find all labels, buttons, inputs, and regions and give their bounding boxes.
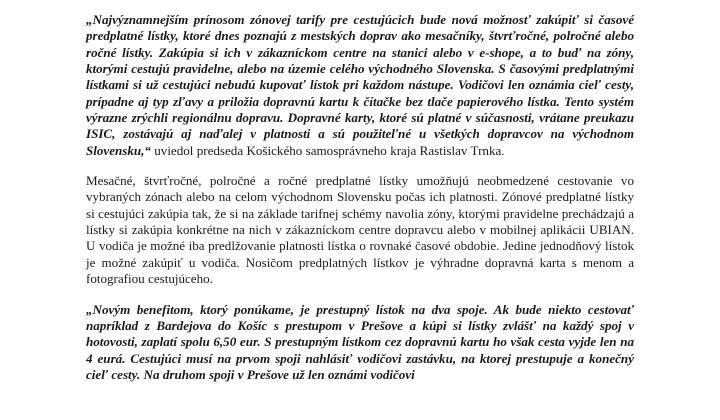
- paragraph-narration-ticket-types: Mesačné, štvrťročné, polročné a ročné predplatné lístky umožňujú neobmedzené cestovanie vo vybraných zónach alebo na celom východnom Slovensku počas ich platnosti. Zónové predplatné lístky si cestujúci zakúpia tak, že si na základe tarifnej schémy navolia zóny, ktorými pravidelne prechádzajú a lístky si zakúpia konkrétne na nich v zákazníckom centre dopravcu alebo v mobilnej aplikácii UBIAN. U vodiča je možné iba predlžovanie platnosti lístka o rovnaké časové obdobie. Jedine jednodňový lístok je možné zakúpiť u vodiča. Nosičom predplatných lístkov je výhradne dopravná karta s menom a fotografiou cestujúceho.: [86, 173, 634, 287]
- quoted-speech-secondary: „Novým benefitom, ktorý ponúkame, je prestupný lístok na dva spoje. Ak bude niekto cestovať napríklad z Bardejova do Košíc s prestupom v Prešove a kúpi si lístky zvlášť na každý spoj v hotovosti, zaplatí spolu 6,50 eur. S prestupným lístkom cez dopravnú kartu ho však cesta vyjde len na 4 eurá. Cestujúci musí na prvom spoji nahlásiť vodičovi zastávku, na ktorej prestupuje a konečný cieľ cesty. Na druhom spoji v Prešove už len oznámi vodičovi: [86, 301, 634, 382]
- quote-attribution-primary: uviedol predseda Košického samosprávneho kraja Rastislav Trnka.: [150, 142, 505, 158]
- quoted-speech-primary: „Najvýznamnejším prínosom zónovej tarify pre cestujúcich bude nová možnosť zakúpiť si časové predplatné lístky, ktoré dnes poznajú z mestských doprav ako mesačníky, štvrťročné, polročné alebo ročné lístky. Zakúpia si ich v zákazníckom centre na stanici alebo v e-shope, a to buď na zóny, ktorými cestujú pravidelne, alebo na územie celého východného Slovenska. S časovými predplatnými lístkami si už cestujúci nebudú kupovať lístok pri každom nástupe. Vodičovi len oznámia cieľ cesty, prípadne aj typ zľavy a priložia dopravnú kartu k čítačke bez tlače papierového lístka. Tento systém výrazne zrýchli regionálnu dopravu. Dopravné karty, ktoré sú platné v súčasnosti, vrátane preukazu ISIC, zostávajú aj naďalej v platnosti a sú použiteľné u všetkých dopravcov na východnom Slovensku,“: [86, 12, 634, 158]
- document-text-column: [86, 12, 634, 383]
- paragraph-quote-primary: [86, 12, 634, 159]
- paragraph-quote-secondary: [86, 302, 634, 384]
